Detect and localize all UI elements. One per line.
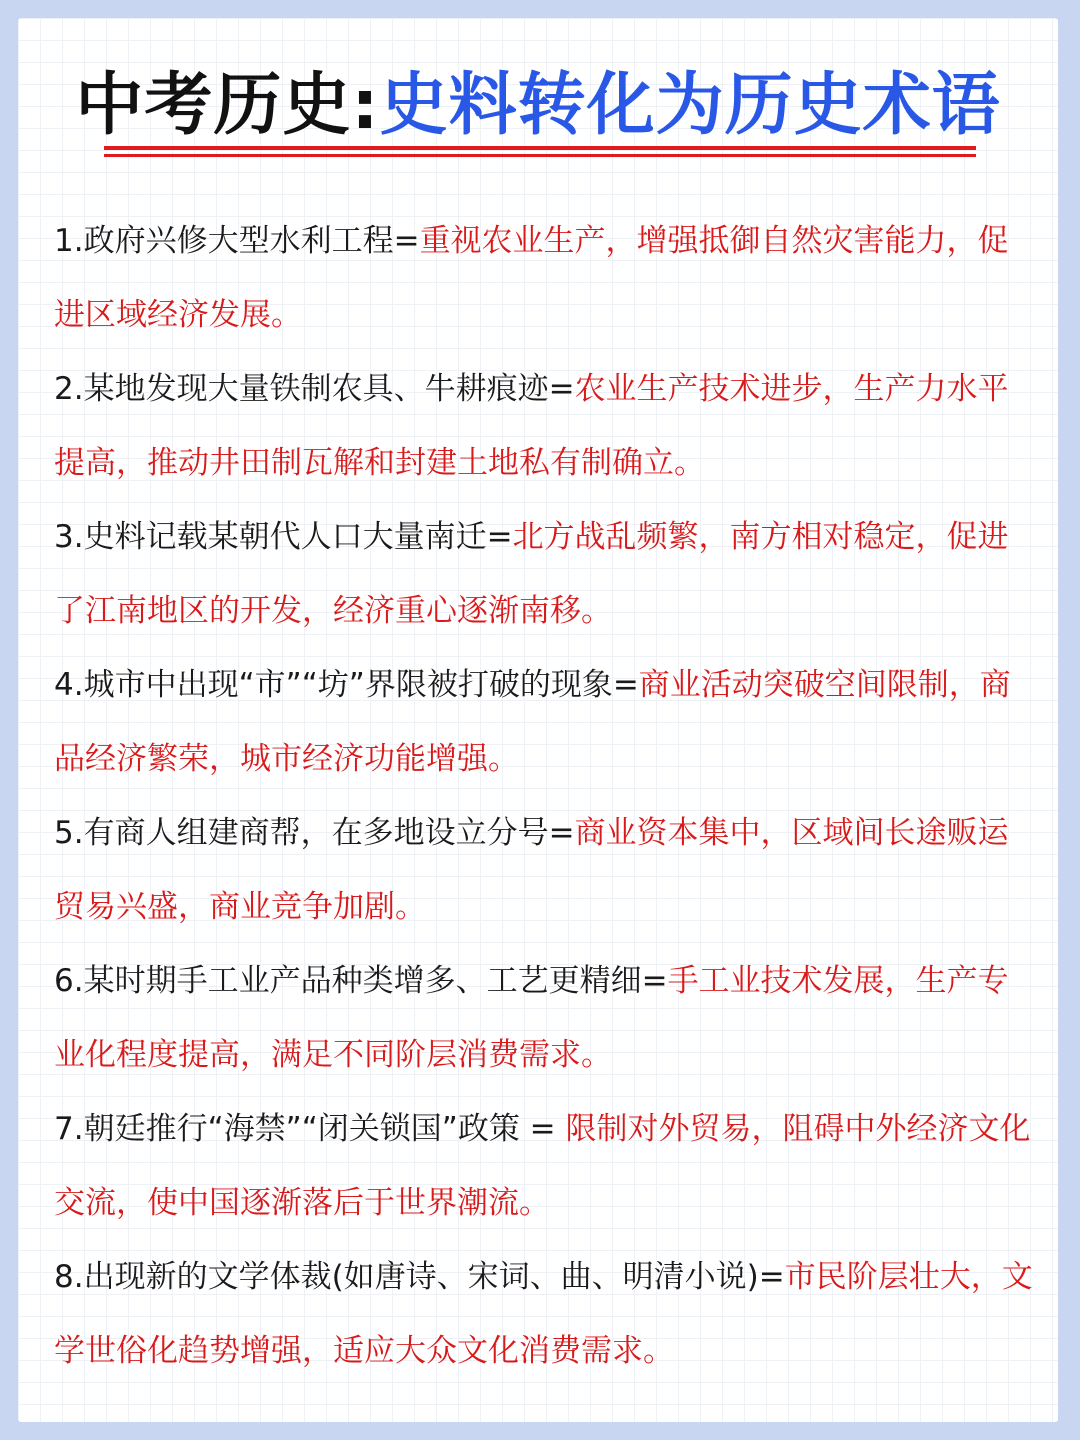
term-item-1 bbox=[54, 204, 1034, 352]
item-effect: 农业生产技术进步，生产力水平提高，推动井田制瓦解和封建土地私有制确立。 bbox=[54, 371, 1009, 481]
title-block bbox=[18, 64, 1058, 148]
item-cause: 5.有商人组建商帮，在多地设立分号= bbox=[54, 815, 575, 851]
term-list bbox=[54, 204, 1034, 1388]
term-item-6 bbox=[54, 944, 1034, 1092]
term-item-4 bbox=[54, 648, 1034, 796]
item-cause: 7.朝廷推行“海禁”“闭关锁国”政策 = bbox=[54, 1111, 566, 1147]
title-underline-top bbox=[104, 146, 976, 150]
term-item-2 bbox=[54, 352, 1034, 500]
item-effect: 北方战乱频繁，南方相对稳定，促进了江南地区的开发，经济重心逐渐南移。 bbox=[54, 519, 1009, 629]
term-item-7 bbox=[54, 1092, 1034, 1240]
item-cause: 2.某地发现大量铁制农具、牛耕痕迹= bbox=[54, 371, 575, 407]
title-highlight: 史料转化为历史术语 bbox=[379, 66, 1001, 145]
title-prefix: 中考历史: bbox=[75, 66, 380, 145]
item-effect: 市民阶层壮大，文学世俗化趋势增强，适应大众文化消费需求。 bbox=[54, 1259, 1033, 1369]
page-title bbox=[75, 64, 1000, 148]
item-effect: 手工业技术发展，生产专业化程度提高，满足不同阶层消费需求。 bbox=[54, 963, 1009, 1073]
term-item-8 bbox=[54, 1240, 1034, 1388]
item-effect: 限制对外贸易，阻碍中外经济文化交流，使中国逐渐落后于世界潮流。 bbox=[54, 1111, 1031, 1221]
note-card bbox=[18, 18, 1058, 1422]
item-effect: 商业资本集中，区域间长途贩运贸易兴盛，商业竞争加剧。 bbox=[54, 815, 1009, 925]
item-cause: 6.某时期手工业产品种类增多、工艺更精细= bbox=[54, 963, 668, 999]
term-item-3 bbox=[54, 500, 1034, 648]
item-cause: 8.出现新的文学体裁(如唐诗、宋词、曲、明清小说)= bbox=[54, 1259, 785, 1295]
title-underline-bottom bbox=[104, 154, 976, 157]
term-item-5 bbox=[54, 796, 1034, 944]
item-effect: 重视农业生产，增强抵御自然灾害能力，促进区域经济发展。 bbox=[54, 223, 1009, 333]
item-cause: 1.政府兴修大型水利工程= bbox=[54, 223, 420, 259]
item-effect: 商业活动突破空间限制，商品经济繁荣，城市经济功能增强。 bbox=[54, 667, 1011, 777]
item-cause: 3.史料记载某朝代人口大量南迁= bbox=[54, 519, 513, 555]
item-cause: 4.城市中出现“市”“坊”界限被打破的现象= bbox=[54, 667, 639, 703]
